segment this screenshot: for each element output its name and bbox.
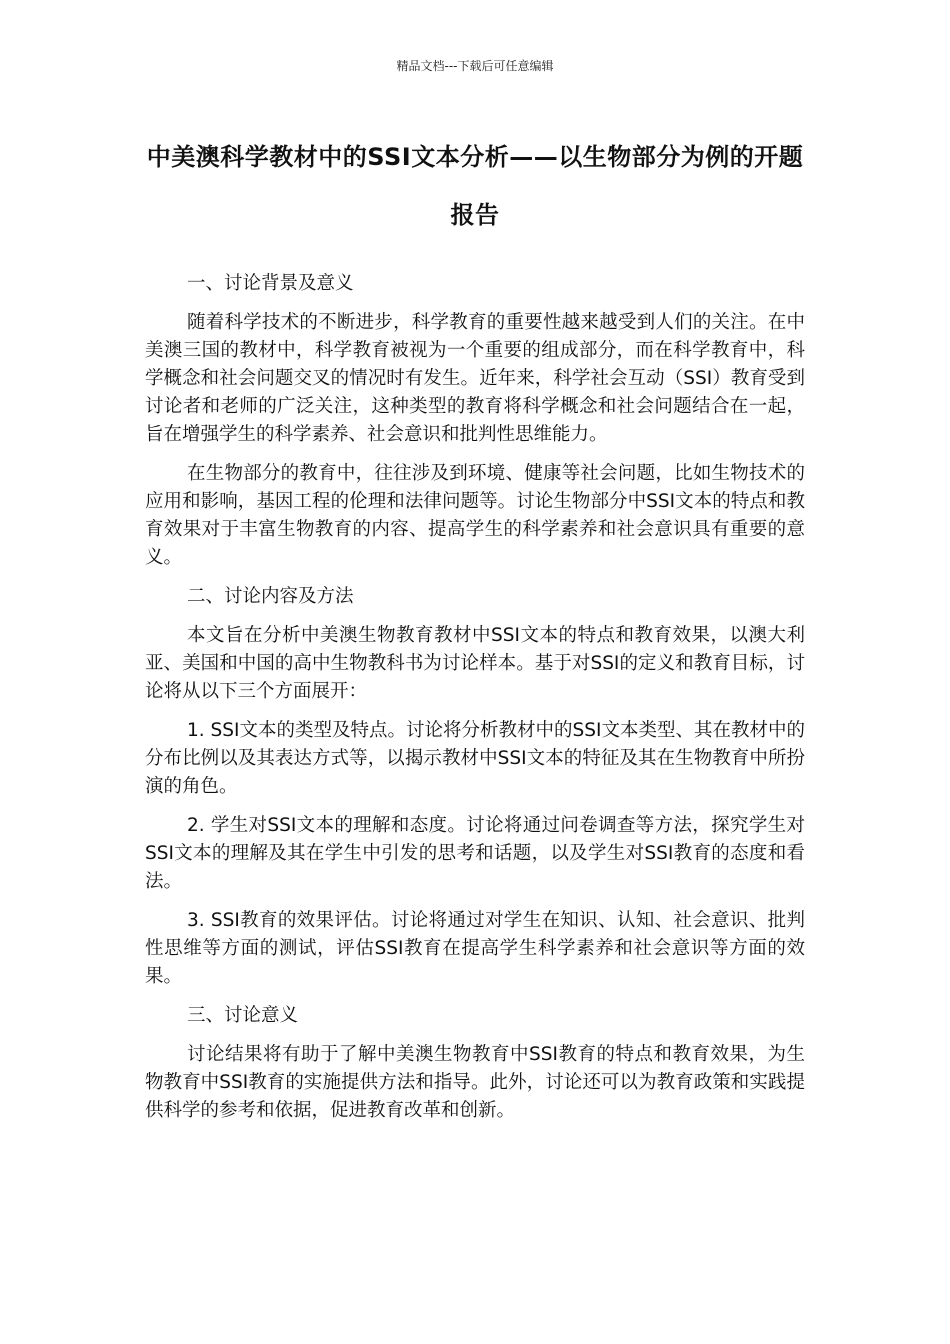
- section-heading: 二、讨论内容及方法: [187, 586, 354, 607]
- document-body: [145, 270, 805, 1136]
- list-item: 3. SSI教育的效果评估。讨论将通过对学生在知识、认知、社会意识、批判性思维等方面的测试，评估SSI教育在提高学生科学素养和社会意识等方面的效果。: [145, 910, 805, 987]
- paragraph: 讨论结果将有助于了解中美澳生物教育中SSI教育的特点和教育效果，为生物教育中SSI教育的实施提供方法和指导。此外，讨论还可以为教育政策和实践提供科学的参考和依据，促进教育改革和创新。: [145, 1044, 805, 1121]
- section-background: [145, 270, 805, 572]
- document-title: 中美澳科学教材中的SSI文本分析——以生物部分为例的开题报告: [146, 143, 804, 229]
- list-item: 2. 学生对SSI文本的理解和态度。讨论将通过问卷调查等方法，探究学生对SSI文本的理解及其在学生中引发的思考和话题，以及学生对SSI教育的态度和看法。: [145, 815, 805, 892]
- paragraph: 本文旨在分析中美澳生物教育教材中SSI文本的特点和教育效果，以澳大利亚、美国和中国的高中生物教科书为讨论样本。基于对SSI的定义和教育目标，讨论将从以下三个方面展开：: [145, 625, 805, 702]
- section-significance: [145, 1002, 805, 1125]
- section-heading: 三、讨论意义: [187, 1005, 299, 1026]
- section-content-methods: [145, 583, 805, 991]
- header-note: 精品文档---下载后可任意编辑: [396, 59, 554, 73]
- list-item: 1. SSI文本的类型及特点。讨论将分析教材中的SSI文本类型、其在教材中的分布比例以及其表达方式等，以揭示教材中SSI文本的特征及其在生物教育中所扮演的角色。: [145, 720, 805, 797]
- paragraph: 在生物部分的教育中，往往涉及到环境、健康等社会问题，比如生物技术的应用和影响，基因工程的伦理和法律问题等。讨论生物部分中SSI文本的特点和教育效果对于丰富生物教育的内容、提高学生的科学素养和社会意识具有重要的意义。: [145, 463, 805, 568]
- section-heading: 一、讨论背景及意义: [187, 273, 354, 294]
- paragraph: 随着科学技术的不断进步，科学教育的重要性越来越受到人们的关注。在中美澳三国的教材中，科学教育被视为一个重要的组成部分，而在科学教育中，科学概念和社会问题交叉的情况时有发生。近年来，科学社会互动（SSI）教育受到讨论者和老师的广泛关注，这种类型的教育将科学概念和社会问题结合在一起，旨在增强学生的科学素养、社会意识和批判性思维能力。: [145, 312, 805, 445]
